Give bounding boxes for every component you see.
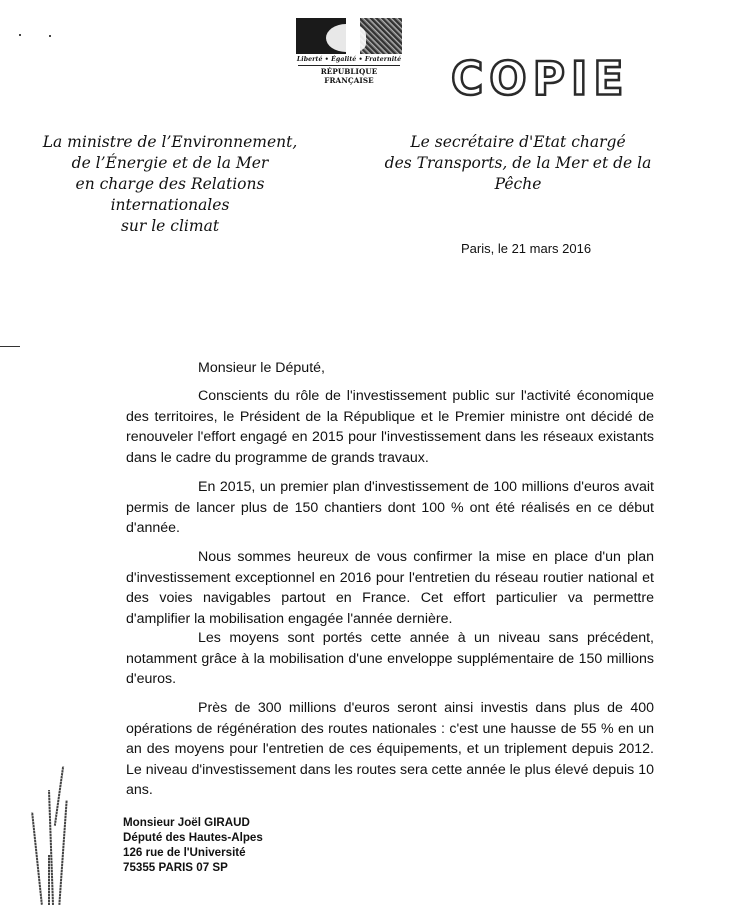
left-sender-line: de l’Énergie et de la Mer — [71, 154, 269, 172]
right-sender-line: des Transports, de la Mer et de la Pêche — [384, 154, 652, 193]
recipient-address — [123, 815, 263, 875]
body-paragraph: Conscients du rôle de l'investissement public sur l'activité économique des territoires, le Président de la République et le Premier ministre ont décidé de renouveler l'effort engagé en 2015 pour l'investissement dans les réseaux existants dans le cadre du programme de grands travaux. — [126, 388, 654, 466]
body-paragraph: Près de 300 millions d'euros seront ainsi investis dans plus de 400 opérations de régénération des routes nationales : c'est une hausse de 55 % en un an des moyens pour l'entretien de ces équipements, et un triplement depuis 2012. Le niveau d'investissement dans les routes sera cette année le plus élevé depuis 10 ans. — [126, 700, 654, 798]
body-paragraph: En 2015, un premier plan d'investissement de 100 millions d'euros avait permis de lancer plus de 150 chantiers dont 100 % ont été réalisés en ce début d'année. — [126, 479, 654, 536]
fold-mark — [0, 346, 20, 347]
left-sender-line: en charge des Relations internationales — [75, 175, 265, 214]
left-sender-line: sur le climat — [120, 217, 220, 235]
logo-country: RÉPUBLIQUE FRANÇAISE — [320, 67, 378, 85]
letter-date: Paris, le 21 mars 2016 — [461, 241, 592, 256]
recipient-title: Député des Hautes-Alpes — [123, 831, 263, 844]
recipient-name: Monsieur Joël GIRAUD — [123, 816, 250, 829]
recipient-city: 75355 PARIS 07 SP — [123, 861, 228, 874]
body-paragraph: Nous sommes heureux de vous confirmer la mise en place d'un plan d'investissement exceptionnel en 2016 pour l'entretien du réseau routier national et des voies navigables partout en France. Cet effort particulier va permettre d'amplifier la mobilisation engagée l'année dernière. — [126, 549, 654, 627]
recipient-street: 126 rue de l'Université — [123, 846, 246, 859]
republique-francaise-logo — [296, 18, 402, 85]
body-paragraph: Les moyens sont portés cette année à un niveau sans précédent, notamment grâce à la mobilisation d'une enveloppe supplémentaire de 150 millions d'euros. — [126, 630, 654, 687]
right-sender-line: Le secrétaire d'Etat chargé — [410, 133, 626, 151]
left-sender-header — [22, 132, 318, 237]
marianne-logo-icon — [296, 18, 402, 54]
right-sender-header — [368, 132, 668, 195]
scan-speck — [19, 34, 21, 36]
salutation: Monsieur le Député, — [198, 360, 325, 376]
copy-stamp: COPIE — [451, 52, 630, 107]
left-sender-line: La ministre de l’Environnement, — [42, 133, 298, 151]
scan-speck — [49, 35, 51, 37]
logo-motto: Liberté • Égalité • Fraternité — [296, 56, 402, 63]
